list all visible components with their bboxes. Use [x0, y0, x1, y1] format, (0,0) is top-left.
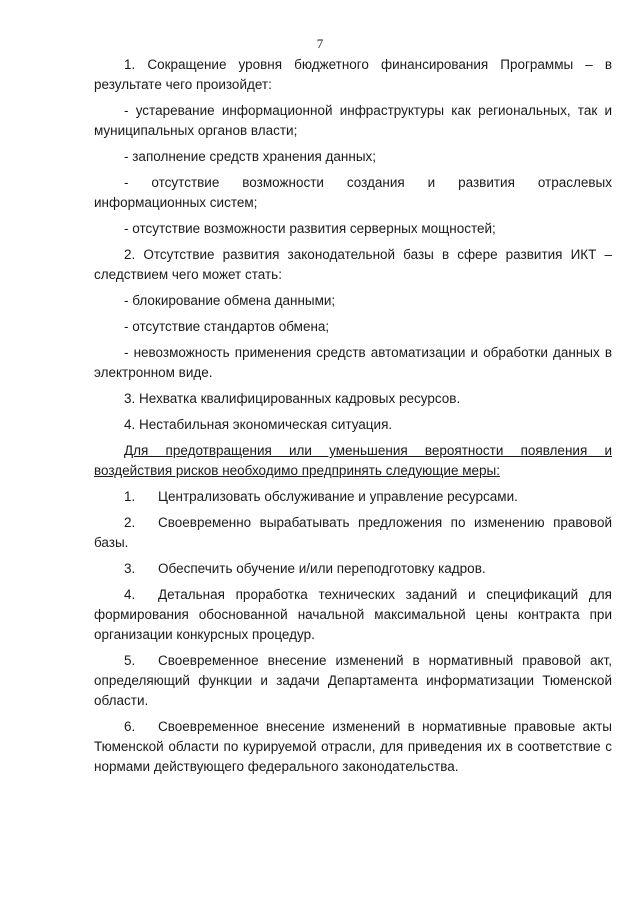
measure-item: [94, 717, 612, 777]
measure-item: [94, 513, 612, 553]
measure-item: [94, 651, 612, 711]
risk-paragraph: 4. Нестабильная экономическая ситуация.: [124, 417, 393, 432]
risk-paragraph: - заполнение средств хранения данных;: [124, 149, 377, 164]
risk-paragraph: - отсутствие стандартов обмена;: [124, 319, 330, 334]
risk-paragraph: - отсутствие возможности создания и развития отраслевых информационных систем;: [94, 175, 612, 210]
measure-text: Обеспечить обучение и/или переподготовку кадров.: [158, 561, 486, 576]
measure-item: [94, 487, 612, 507]
measure-text: Своевременное внесение изменений в нормативный правовой акт, определяющий функции и задачи Департамента информатизации Тюменской области.: [94, 653, 612, 708]
measure-text: Детальная проработка технических заданий и спецификаций для формирования обоснованной начальной максимальной цены контракта при организации конкурсных процедур.: [94, 587, 612, 642]
page-number: 7: [316, 36, 324, 51]
measure-item: [94, 585, 612, 645]
risk-paragraph: 1. Сокращение уровня бюджетного финансирования Программы – в результате чего произойдет:: [94, 57, 612, 92]
risk-paragraph: - отсутствие возможности развития серверных мощностей;: [124, 221, 496, 236]
risk-paragraph: 3. Нехватка квалифицированных кадровых ресурсов.: [124, 391, 461, 406]
risk-paragraph: - устаревание информационной инфраструктуры как региональных, так и муниципальных органов власти;: [94, 103, 612, 138]
measure-number: 5.: [124, 653, 136, 668]
risk-paragraph: - блокирование обмена данными;: [124, 293, 336, 308]
measure-number: 3.: [124, 561, 136, 576]
document-body: [94, 55, 612, 783]
risk-paragraph: - невозможность применения средств автоматизации и обработки данных в электронном виде.: [94, 345, 612, 380]
measure-number: 6.: [124, 719, 136, 734]
measure-text: Своевременное внесение изменений в нормативные правовые акты Тюменской области по курируемой отрасли, для приведения их в соответствие с нормами действующего федерального законодательства.: [94, 719, 612, 774]
measure-text: Централизовать обслуживание и управление ресурсами.: [158, 489, 518, 504]
measure-number: 4.: [124, 587, 136, 602]
measure-item: [94, 559, 612, 579]
risk-paragraph: 2. Отсутствие развития законодательной базы в сфере развития ИКТ – следствием чего может стать:: [94, 247, 612, 282]
measure-number: 2.: [124, 515, 136, 530]
measures-heading: Для предотвращения или уменьшения вероятности появления и воздействия рисков необходимо предпринять следующие меры:: [94, 443, 612, 478]
measure-number: 1.: [124, 489, 136, 504]
measure-text: Своевременно вырабатывать предложения по изменению правовой базы.: [94, 515, 612, 550]
